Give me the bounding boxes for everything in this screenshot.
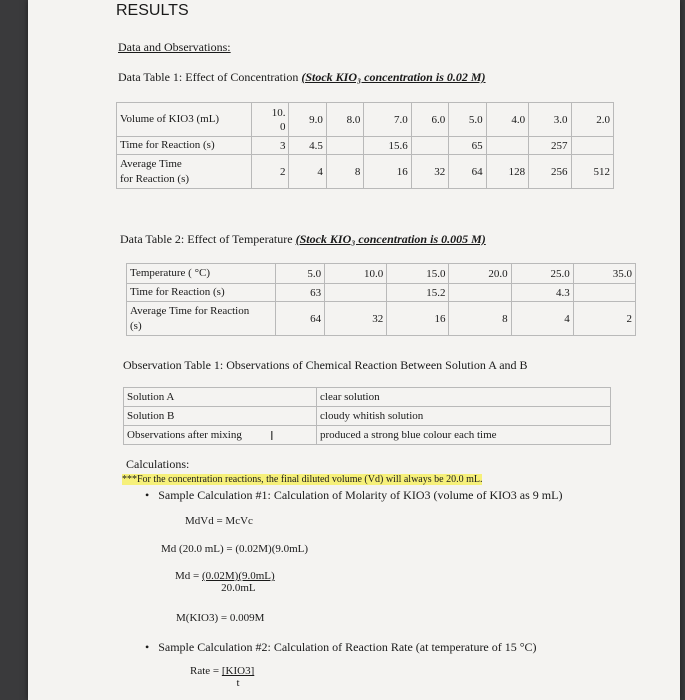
t2-cell: 10.0 <box>325 264 387 284</box>
equation-5-numerator: [KIO3] <box>221 665 255 677</box>
t1-cell <box>411 137 448 155</box>
table2-caption-em: (Stock KIO₃ concentration is 0.005 M) <box>295 232 486 246</box>
data-table-1 <box>116 102 614 189</box>
t2-cell: 25.0 <box>511 264 573 284</box>
equation-5-lhs: Rate = <box>190 665 222 677</box>
t2-cell <box>573 284 635 302</box>
t2-row <box>127 302 636 336</box>
equation-2: Md (20.0 mL) = (0.02M)(9.0mL) <box>161 543 309 555</box>
t1-cell: 3.0 <box>529 103 571 137</box>
t1-cell: 2.0 <box>571 103 614 137</box>
table2-caption <box>120 232 486 247</box>
t1-cell <box>486 137 528 155</box>
t1-row-label: Time for Reaction (s) <box>117 137 252 155</box>
t1-cell: 8.0 <box>326 103 363 137</box>
equation-5-denominator: t <box>236 677 240 689</box>
t1-cell: 5.0 <box>449 103 486 137</box>
observation-value: cloudy whitish solution <box>317 407 611 426</box>
t1-cell <box>571 137 614 155</box>
t1-cell: 16 <box>364 155 411 189</box>
bullet-icon: • <box>145 488 150 502</box>
observation-row <box>124 407 611 426</box>
equation-3 <box>175 570 275 594</box>
t1-cell: 32 <box>411 155 448 189</box>
t2-cell: 64 <box>276 302 325 336</box>
document-page <box>28 0 680 700</box>
t1-row <box>117 103 614 137</box>
t1-row-label: Volume of KIO3 (mL) <box>117 103 252 137</box>
observation-table-title: Observation Table 1: Observations of Chemical Reaction Between Solution A and B <box>123 358 528 372</box>
equation-4: M(KIO3) = 0.009M <box>176 612 265 624</box>
table1-caption-text: Data Table 1: Effect of Concentration <box>118 70 302 84</box>
t1-cell: 65 <box>449 137 486 155</box>
t1-cell: 257 <box>529 137 571 155</box>
t1-cell: 15.6 <box>364 137 411 155</box>
t2-cell: 16 <box>387 302 449 336</box>
t2-cell: 63 <box>276 284 325 302</box>
sample-calc-1-text: Sample Calculation #1: Calculation of Molarity of KIO3 (volume of KIO3 as 9 mL) <box>158 488 563 502</box>
t2-cell: 35.0 <box>573 264 635 284</box>
t2-cell: 15.2 <box>387 284 449 302</box>
t1-cell: 4.5 <box>289 137 326 155</box>
t1-cell: 512 <box>571 155 614 189</box>
calculations-note: ***For the concentration reactions, the final diluted volume (Vd) will always be 20.0 mL. <box>122 474 483 485</box>
t1-cell: 9.0 <box>289 103 326 137</box>
sample-calc-2 <box>145 640 537 655</box>
observation-row <box>124 388 611 407</box>
calculations-title: Calculations: <box>126 457 190 471</box>
t2-cell: 15.0 <box>387 264 449 284</box>
t1-row <box>117 155 614 189</box>
bullet-icon: • <box>145 640 150 654</box>
t2-cell: 5.0 <box>276 264 325 284</box>
section-title: Data and Observations: <box>118 40 231 54</box>
t2-cell: 2 <box>573 302 635 336</box>
equation-5 <box>190 665 254 689</box>
t2-row-label: Average Time for Reaction (s) <box>127 302 276 336</box>
t2-row-label: Time for Reaction (s) <box>127 284 276 302</box>
equation-1: MdVd = McVc <box>185 515 253 527</box>
equation-3-numerator: (0.02M)(9.0mL) <box>201 570 275 582</box>
t1-cell <box>326 137 363 155</box>
table1-caption-em: (Stock KIO₃ concentration is 0.02 M) <box>301 70 486 84</box>
t1-cell: 64 <box>449 155 486 189</box>
t1-cell: 10. 0 <box>252 103 289 137</box>
observation-table <box>123 387 611 445</box>
sample-calc-2-text: Sample Calculation #2: Calculation of Reaction Rate (at temperature of 15 °C) <box>158 640 537 654</box>
text-cursor-icon: I <box>270 428 274 443</box>
t1-cell: 128 <box>486 155 528 189</box>
observation-label: Solution B <box>124 407 317 426</box>
t1-row <box>117 137 614 155</box>
t1-cell: 256 <box>529 155 571 189</box>
t1-cell: 6.0 <box>411 103 448 137</box>
t1-cell: 4.0 <box>486 103 528 137</box>
observation-label: Solution A <box>124 388 317 407</box>
t1-row-label: Average Time for Reaction (s) <box>117 155 252 189</box>
t2-cell: 32 <box>325 302 387 336</box>
t1-cell: 8 <box>326 155 363 189</box>
data-table-2 <box>126 263 636 336</box>
t2-row-label: Temperature ( °C) <box>127 264 276 284</box>
results-heading: RESULTS <box>116 2 189 19</box>
t2-cell: 8 <box>449 302 511 336</box>
observation-row <box>124 426 611 445</box>
table2-caption-text: Data Table 2: Effect of Temperature <box>120 232 296 246</box>
sample-calc-1 <box>145 488 562 503</box>
t2-row <box>127 264 636 284</box>
equation-3-denominator: 20.0mL <box>221 582 256 594</box>
t1-cell: 4 <box>289 155 326 189</box>
t1-cell: 3 <box>252 137 289 155</box>
observation-value: produced a strong blue colour each time <box>317 426 611 445</box>
t2-cell: 20.0 <box>449 264 511 284</box>
table1-caption <box>118 70 486 85</box>
t1-cell: 7.0 <box>364 103 411 137</box>
observation-label: Observations after mixing <box>124 426 317 445</box>
t2-cell: 4 <box>511 302 573 336</box>
t1-cell: 2 <box>252 155 289 189</box>
equation-3-lhs: Md = <box>175 570 202 582</box>
t2-cell <box>325 284 387 302</box>
observation-value: clear solution <box>317 388 611 407</box>
t2-cell <box>449 284 511 302</box>
t2-row <box>127 284 636 302</box>
t2-cell: 4.3 <box>511 284 573 302</box>
